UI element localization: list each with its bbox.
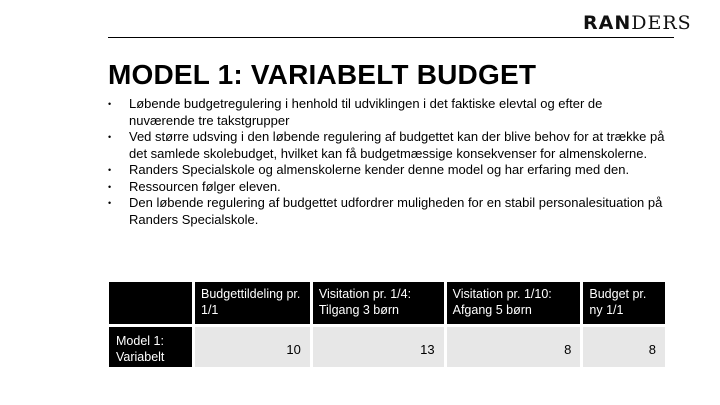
logo-text-thin: DERS bbox=[631, 12, 692, 34]
table-corner-cell bbox=[109, 282, 192, 324]
header-divider bbox=[108, 37, 674, 38]
bullet-item: • Den løbende regulering af budgettet udfordrer muligheden for en stabil personalesituation på Randers Specialskole. bbox=[108, 195, 668, 228]
table-header-cell: Visitation pr. 1/4: Tilgang 3 børn bbox=[313, 282, 444, 324]
randers-logo bbox=[583, 12, 692, 34]
bullet-item: • Ressourcen følger eleven. bbox=[108, 179, 668, 196]
table-header-row bbox=[109, 282, 665, 324]
table-header-cell: Budget pr. ny 1/1 bbox=[583, 282, 665, 324]
table-cell: 10 bbox=[195, 327, 310, 367]
logo-text-bold: RAN bbox=[583, 12, 632, 34]
table-cell: 13 bbox=[313, 327, 444, 367]
table-row-label: Model 1: Variabelt bbox=[109, 327, 192, 367]
slide-title: MODEL 1: VARIABELT BUDGET bbox=[108, 59, 537, 90]
bullet-item: • Løbende budgetregulering i henhold til udviklingen i det faktiske elevtal og efter de nuværende tre takstgrupper bbox=[108, 96, 668, 129]
bullet-list bbox=[108, 96, 668, 228]
budget-table bbox=[106, 279, 668, 370]
bullet-item: • Ved større udsving i den løbende regulering af budgettet kan der blive behov for at trække på det samlede skolebudget, hvilket kan få budgetmæssige konsekvenser for almenskolerne. bbox=[108, 129, 668, 162]
bullet-item: • Randers Specialskole og almenskolerne kender denne model og har erfaring med den. bbox=[108, 162, 668, 179]
table-header-cell: Visitation pr. 1/10: Afgang 5 børn bbox=[447, 282, 581, 324]
table-cell: 8 bbox=[583, 327, 665, 367]
table-row bbox=[109, 327, 665, 367]
table-header-cell: Budgettildeling pr. 1/1 bbox=[195, 282, 310, 324]
table-cell: 8 bbox=[447, 327, 581, 367]
